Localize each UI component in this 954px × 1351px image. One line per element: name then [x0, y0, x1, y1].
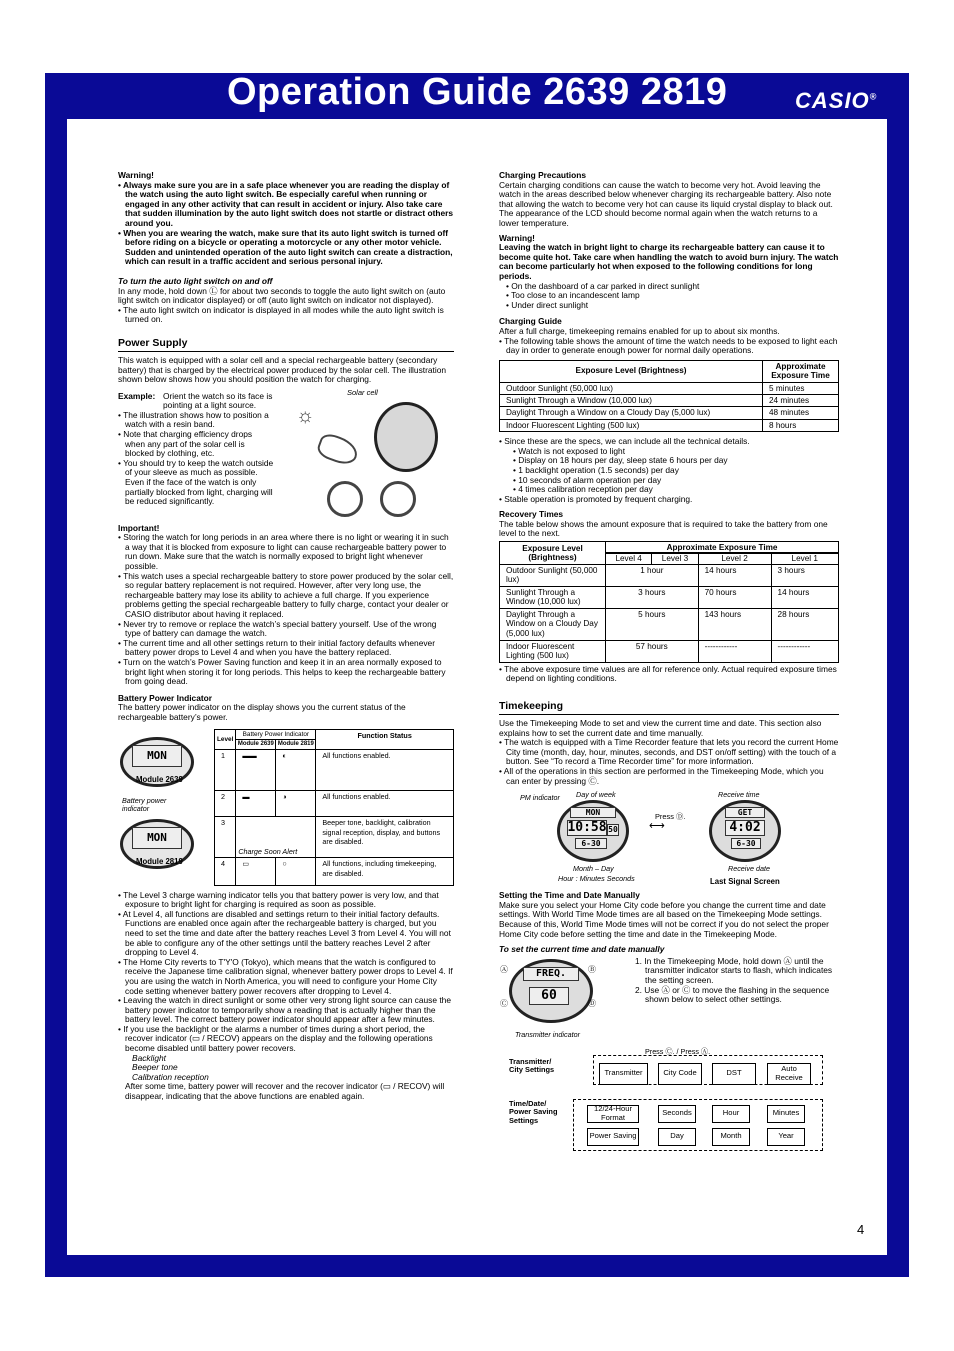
warning-item: • Always make sure you are in a safe place whenever you are reading the display of the watch using the auto light switch. Be especially careful when running or engaged in any other activity that can result in accident or injury. Also take care that sudden illumination by the auto light switch does not startle or distract others around you. — [118, 181, 454, 229]
rt-cell: 57 hours — [606, 640, 699, 662]
example-text: Orient the watch so its face is pointing at a light source. — [163, 390, 273, 411]
lcd-receive-date: 6-30 — [731, 838, 761, 849]
disabled-ops — [118, 1054, 454, 1083]
covered-watch-icon — [327, 481, 363, 517]
cg-th-time: Approximate Exposure Time — [763, 360, 839, 382]
important-item: • The current time and all other settings return to their initial factory defaults whenever battery power drops to Level 4 and when you have the battery replaced. — [118, 639, 454, 658]
bpi-row — [215, 817, 454, 858]
cg-cell: 8 hours — [763, 419, 839, 431]
proc-title: To set the current time and date manually — [499, 944, 665, 955]
cg-cell: 24 minutes — [763, 394, 839, 406]
backlight-item: • If you use the backlight or the alarms a number of times during a short period, the recover indicator (▭ / RECOV) appears on the display and the following operations become disabled until battery power recovers. — [118, 1025, 454, 1054]
flow-year[interactable]: Year — [767, 1128, 805, 1146]
important-list — [118, 533, 454, 687]
bpi-watch-illustrations — [118, 733, 208, 883]
flow-seconds[interactable]: Seconds — [658, 1105, 696, 1123]
bpi-th-indicator: Battery Power Indicator — [236, 729, 316, 739]
auto-light-bullet: • The auto light switch on indicator is displayed in all modes while the auto light switch is turned on. — [118, 306, 454, 325]
group1-label: Transmitter/ City Settings — [509, 1056, 555, 1075]
bpi-icon-2639: ▬ — [236, 791, 276, 817]
receive-time-label: Receive time — [718, 790, 760, 800]
lcd-2639: MON — [132, 745, 182, 767]
power-text: This watch is equipped with a solar cell and a special rechargeable battery (secondary battery) that is charged by the electrical power produced by the solar cell. The illustration shown below shows how you should position the watch for charging. — [118, 354, 447, 385]
important-title: Important! — [118, 522, 160, 533]
bpi-status: All functions enabled. — [316, 791, 454, 817]
after-item: • The Home City reverts to T'Y'O (Tokyo), which means that the watch is configured to receive the Japanese time calibration signal, whenever battery power drops to Level 4. If you are using the watch in North America, you will need to configure your Home City code setting whenever battery power recovers after dropping to Level 4. — [118, 958, 454, 996]
bpi-caption: Battery power indicator — [122, 795, 167, 813]
bpi-th-level: Level — [215, 729, 236, 750]
important-item: • Never try to remove or replace the watch’s special battery yourself. Use of the wrong type of battery can damage the watch. — [118, 620, 454, 639]
rt-cell: ------------ — [771, 640, 838, 662]
rt-title: Recovery Times — [499, 509, 564, 520]
button-b-icon[interactable]: Ⓑ — [588, 964, 596, 974]
rt-cell: 3 hours — [606, 586, 699, 608]
cg-row — [500, 419, 839, 431]
last-signal-label: Last Signal Screen — [710, 877, 780, 887]
recover-text: After some time, battery power will recover and the recover indicator (▭ / RECOV) will disappear, indicating that the above functions are enabled again. — [125, 1081, 445, 1102]
cg-bullet: • The following table shows the amount of time the watch needs to be exposed to light each day in order to generate enough power for normal daily operations. — [499, 337, 839, 356]
tk-item: • All of the operations in this section are performed in the Timekeeping Mode, which you can enter by pressing Ⓒ. — [499, 767, 839, 786]
bpi-icon-2639: ▭ — [236, 858, 276, 886]
page-title: Operation Guide 2639 2819 — [227, 71, 728, 113]
cg-cell: Sunlight Through a Window (10,000 lux) — [500, 394, 763, 406]
procedure-figure — [499, 955, 839, 1155]
bpi-level: 4 — [215, 858, 236, 886]
after-item: • The Level 3 charge warning indicator tells you that battery power is very low, and that exposure to bright light for charging is required as soon as possible. — [118, 891, 454, 910]
cp-item: • Under direct sunlight — [506, 301, 839, 311]
disabled-op: Calibration reception — [132, 1071, 209, 1082]
flow-month[interactable]: Month — [712, 1128, 750, 1146]
charge-soon-label: Charge Soon Alert — [238, 846, 298, 856]
receive-date-label: Receive date — [728, 864, 770, 874]
lcd-date: 6-30 — [575, 838, 607, 849]
cg-row — [500, 407, 839, 419]
button-d-icon[interactable]: Ⓓ — [588, 998, 596, 1008]
bpi-icon-2639: ▬▬ — [236, 750, 276, 791]
cp-text: Certain charging conditions can cause the watch to become very hot. Avoid leaving the watch in the areas described below whenever charging its rechargeable battery. Also note that allowing the watch to become very hot can cause its liquid crystal display to black out. The appearance of the LCD should become normal again when the watch returns to a lower temperature. — [499, 179, 833, 228]
timekeeping-heading: Timekeeping — [499, 700, 839, 715]
rt-note-list — [499, 665, 839, 684]
spec-item: • Display on 18 hours per day, sleep state 6 hours per day — [513, 456, 839, 466]
bpi-icon-2819: ◐ — [276, 750, 316, 791]
after-item: • Leaving the watch in direct sunlight or some other very strong light source can cause the battery power indicator to temporarily show a reading that is actually higher than the battery level. The correct battery power indicator should appear after a few minutes. — [118, 996, 454, 1025]
bpi-th-status: Function Status — [316, 729, 454, 750]
auto-light-text: In any mode, hold down Ⓛ for about two seconds to toggle the auto light switch on (auto light switch on indicator displayed) or off (auto light switch on indicator not displayed). — [118, 285, 446, 306]
bpi-table-wrap — [214, 729, 454, 887]
example-label: Example: — [118, 390, 156, 401]
pm-indicator-label: PM indicator — [520, 793, 560, 803]
wrist-watch-icon — [315, 431, 361, 468]
set-title: Setting the Time and Date Manually — [499, 890, 640, 901]
tk-item: • The watch is equipped with a Time Recorder feature that lets you record the current Home City time (month, day, hour, minutes, seconds, and DST on/off setting) with the touch of a button. See “To record a Time Recorder time” for more information. — [499, 738, 839, 767]
lcd-receive-time: 4:02 — [725, 820, 765, 836]
cg-cell: 48 minutes — [763, 407, 839, 419]
cg-th-level: Exposure Level (Brightness) — [500, 360, 763, 382]
flow-dst[interactable]: DST — [712, 1063, 756, 1085]
auto-light-list — [118, 306, 454, 325]
page-content — [67, 119, 887, 1255]
watch-face-icon — [374, 402, 438, 472]
bpi-icon-2819: ○ — [276, 858, 316, 886]
rt-cell: Daylight Through a Window on a Cloudy Day (5,000 lux) — [500, 608, 606, 640]
tk-text: Use the Timekeeping Mode to set and view the current time and date. This section also explains how to set the current date and time manually. — [499, 718, 822, 738]
button-a-icon[interactable]: Ⓐ — [500, 964, 508, 974]
lcd-2819: MON — [132, 827, 182, 849]
example-bullet: • The illustration shows how to position a watch with a resin band. — [118, 411, 274, 430]
warning-list — [118, 181, 454, 267]
lcd-time: 10:58 — [567, 820, 607, 836]
recovery-table — [499, 541, 839, 663]
cp-warning-title: Warning! — [499, 232, 535, 243]
module-2639-label: Module 2639 — [136, 774, 183, 784]
cg-row — [500, 394, 839, 406]
cg-cell: Indoor Fluorescent Lighting (500 lux) — [500, 419, 763, 431]
lcd-get: GET — [725, 807, 765, 818]
bpi-level: 3 — [215, 817, 236, 858]
flow-minutes[interactable]: Minutes — [767, 1105, 805, 1123]
example-bullet: • You should try to keep the watch outside of your sleeve as much as possible. Even if the face of the watch is only partially blocked from light, charging will be reduced significantly. — [118, 459, 274, 507]
rt-cell: Indoor Fluorescent Lighting (500 lux) — [500, 640, 606, 662]
disabled-op: Beeper tone — [132, 1062, 178, 1073]
tx-caption: Transmitter indicator — [515, 1029, 580, 1039]
example-row — [118, 392, 274, 411]
flow-city-code[interactable]: City Code — [658, 1063, 702, 1085]
flow-day[interactable]: Day — [658, 1128, 696, 1146]
auto-light-title: To turn the auto light switch on and off — [118, 275, 273, 286]
charging-guide-table — [499, 360, 839, 432]
left-column — [118, 171, 454, 1102]
lcd-day: MON — [570, 807, 616, 818]
example-list — [118, 411, 274, 507]
example-text-block — [118, 392, 274, 507]
rt-row — [500, 564, 839, 586]
bpi-th-2639: Module 2639 — [236, 739, 276, 749]
press-d-label: Press Ⓓ. — [655, 812, 686, 822]
cg-cell: 5 minutes — [763, 382, 839, 394]
rt-th-level: Exposure Level (Brightness) — [500, 542, 606, 565]
rt-row — [500, 640, 839, 662]
timekeeping-figure — [499, 792, 839, 885]
rt-cell: 28 hours — [771, 608, 838, 640]
solar-cell-label: Solar cell — [347, 387, 378, 397]
day-of-week-label: Day of week — [576, 790, 616, 800]
lcd-sixty: 60 — [529, 987, 569, 1005]
rt-cell: 14 hours — [771, 586, 838, 608]
stable-list — [499, 495, 839, 505]
example-block — [118, 387, 454, 522]
bpi-level: 1 — [215, 750, 236, 791]
power-supply-heading: Power Supply — [118, 337, 454, 352]
rt-level: Level 1 — [771, 553, 838, 564]
bpi-th-2819: Module 2819 — [276, 739, 316, 749]
flow-hour[interactable]: Hour — [712, 1105, 750, 1123]
after-list — [118, 891, 454, 1054]
bpi-status: All functions, including timekeeping, are disabled. — [316, 858, 454, 886]
cg-row — [500, 382, 839, 394]
bpi-icon-level3 — [236, 817, 316, 858]
logo-mark: ® — [869, 91, 878, 102]
flow-hour-format[interactable]: 12/24-Hour Format — [587, 1105, 639, 1123]
procedure-steps — [635, 957, 835, 1005]
cg-cell: Outdoor Sunlight (50,000 lux) — [500, 382, 763, 394]
cg-text: After a full charge, timekeeping remains enabled for up to about six months. — [499, 325, 780, 336]
bpi-text: The battery power indicator on the display shows you the current status of the rechargeable battery’s power. — [118, 702, 406, 722]
tk-list — [499, 738, 839, 786]
rt-text: The table below shows the amount exposure that is required to take the battery from one level to the next. — [499, 518, 828, 539]
warning-title: Warning! — [118, 170, 154, 180]
rt-cell: 5 hours — [606, 608, 699, 640]
right-column — [499, 171, 839, 1155]
cp-warning: Leaving the watch in bright light to charge its rechargeable battery can cause it to become quite hot. Take care when handling the watch to avoid burn injury. The watch can become particularly hot when exposed to the following conditions for long periods. — [499, 242, 839, 281]
module-2819-label: Module 2819 — [136, 856, 183, 866]
button-c-icon[interactable]: Ⓒ — [500, 998, 508, 1008]
cp-item: • Too close to an incandescent lamp — [506, 291, 839, 301]
page-number: 4 — [857, 1222, 865, 1237]
specs-intro: • Since these are the specs, we can include all the technical details. — [499, 437, 839, 447]
rt-cell: Outdoor Sunlight (50,000 lux) — [500, 564, 606, 586]
example-bullet: • Note that charging efficiency drops when any part of the solar cell is blocked by clothing, etc. — [118, 430, 274, 459]
rt-level: Level 3 — [652, 553, 698, 564]
lcd-seconds: 50 — [608, 825, 618, 835]
proc-step: 2. Use Ⓐ or Ⓒ to move the flashing in the sequence shown below to select other settings. — [635, 984, 830, 1005]
hms-label: Hour : Minutes Seconds — [558, 874, 635, 884]
after-item: • At Level 4, all functions are disabled and settings return to their initial factory defaults. Functions are enabled once again after the rechargeable battery is charged, but you need to set the time and date after the battery reaches Level 3 from Level 4. You will not be able to configure any of the other settings until the battery reaches Level 2 after dropping to Level 4. — [118, 910, 454, 958]
bpi-row — [215, 791, 454, 817]
group2-label: Time/Date/ Power Saving Settings — [509, 1098, 558, 1125]
bpi-status: All functions enabled. — [316, 750, 454, 791]
important-item: • Turn on the watch’s Power Saving function and keep it in an area normally exposed to bright light when storing it for long periods. This helps to keep the rechargeable battery from going dead. — [118, 658, 454, 687]
press-line: Press Ⓒ. / Press Ⓐ. — [645, 1046, 711, 1056]
casio-logo — [795, 88, 877, 114]
spec-item: • 10 seconds of alarm operation per day — [513, 476, 839, 486]
spec-item: • 4 times calibration reception per day — [513, 485, 839, 495]
rt-cell: 143 hours — [698, 608, 771, 640]
bpi-level: 2 — [215, 791, 236, 817]
rt-cell: 14 hours — [698, 564, 771, 586]
header — [45, 73, 909, 119]
spec-item: • Watch is not exposed to light — [513, 447, 839, 457]
rt-cell: 3 hours — [771, 564, 838, 586]
rt-cell: Sunlight Through a Window (10,000 lux) — [500, 586, 606, 608]
rt-row — [500, 608, 839, 640]
rt-cell: ------------ — [698, 640, 771, 662]
cp-title: Charging Precautions — [499, 170, 587, 180]
month-day-label: Month – Day — [573, 864, 614, 874]
cg-title: Charging Guide — [499, 316, 562, 327]
sun-icon: ☼ — [296, 404, 315, 427]
rt-note: • The above exposure time values are all for reference only. Actual required exposure times depend on lighting conditions. — [499, 665, 839, 684]
bpi-figure — [118, 729, 454, 891]
flow-transmitter[interactable]: Transmitter — [599, 1063, 648, 1085]
spec-item: • 1 backlight operation (1.5 seconds) per day — [513, 466, 839, 476]
blocked-watch-icon — [380, 481, 416, 517]
cg-cell: Daylight Through a Window on a Cloudy Day (5,000 lux) — [500, 407, 763, 419]
logo-text: CASIO — [795, 88, 870, 113]
bpi-row — [215, 750, 454, 791]
bpi-row — [215, 858, 454, 886]
lcd-freq: FREQ. — [523, 967, 579, 981]
double-arrow-icon: ⟷ — [649, 820, 665, 833]
cp-item: • On the dashboard of a car parked in direct sunlight — [506, 282, 839, 292]
set-text: Make sure you select your Home City code before you change the current time and date settings. With World Time Mode times are all based on the Timekeeping Mode settings. Because of this, World Time Mode times will not be correct if you do not select the proper Home City code before setting the time and date in the Timekeeping Mode. — [499, 899, 829, 939]
bpi-table — [214, 729, 454, 887]
rt-level: Level 2 — [698, 553, 771, 564]
stable-item: • Stable operation is promoted by frequent charging. — [499, 495, 839, 505]
rt-th-time: Approximate Exposure Time — [606, 542, 839, 554]
flow-auto-receive[interactable]: Auto Receive — [767, 1063, 811, 1085]
rt-level: Level 4 — [606, 553, 652, 564]
cg-list — [499, 337, 839, 356]
bpi-status: Beeper tone, backlight, calibration signal reception, display, and buttons are disabled. — [316, 817, 454, 858]
rt-cell: 1 hour — [606, 564, 699, 586]
cp-list — [499, 282, 839, 311]
warning-item: • When you are wearing the watch, make sure that its auto light switch is turned off before riding on a bicycle or operating a motorcycle or any other motor vehicle. Sudden and unintended operation of the auto light switch can create a distraction, which can result in a traffic accident and serious personal injury. — [118, 229, 454, 267]
flow-power-saving[interactable]: Power Saving — [587, 1128, 639, 1146]
important-item: • This watch uses a special rechargeable battery to store power produced by the solar cell, so regular battery replacement is not required. However, after very long use, the rechargeable battery may lose its ability to achieve a full charge. If you experience problems getting the special rechargeable battery to fully charge, contact your dealer or CASIO distributor about having it replaced. — [118, 572, 454, 620]
rt-cell: 70 hours — [698, 586, 771, 608]
rt-row — [500, 586, 839, 608]
proc-step: 1. In the Timekeeping Mode, hold down Ⓐ until the transmitter indicator starts to flash, which indicates the setting screen. — [635, 955, 833, 985]
specs-sublist — [499, 447, 839, 495]
disabled-op: Backlight — [132, 1052, 166, 1063]
bpi-title: Battery Power Indicator — [118, 692, 213, 703]
important-item: • Storing the watch for long periods in an area where there is no light or wearing it in such a way that it is blocked from exposure to light can cause rechargeable battery power to run down. Make sure that the watch is normally exposed to bright light whenever possible. — [118, 533, 454, 571]
bpi-icon-2819: ◑ — [276, 791, 316, 817]
